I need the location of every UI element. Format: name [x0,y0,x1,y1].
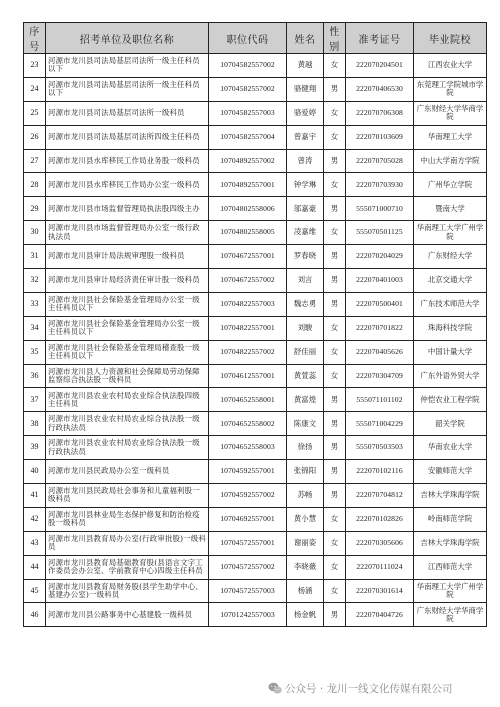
cell-gender: 男 [324,292,346,316]
cell-school: 广州华立学院 [414,173,487,197]
cell-school: 中国计量大学 [414,340,487,364]
cell-seq: 26 [24,125,46,149]
cell-unit: 河源市龙川县审计局经济责任审计股一级科员 [46,269,209,293]
cell-code: 10704612557001 [209,364,287,388]
cell-name: 邬嘉豪 [287,197,324,221]
table-row [24,603,487,627]
cell-school: 北京交通大学 [414,269,487,293]
cell-school: 暨南大学 [414,197,487,221]
table-row [24,54,487,78]
header-name: 姓名 [287,23,324,54]
cell-exam: 222070704812 [346,484,414,508]
cell-exam: 555071101102 [346,388,414,412]
cell-seq: 34 [24,316,46,340]
cell-unit: 河源市龙川县司法局基层司法所一级科员 [46,101,209,125]
cell-name: 曾嘉宇 [287,125,324,149]
cell-seq: 37 [24,388,46,412]
cell-school: 江西师范大学 [414,555,487,579]
cell-name: 杨金帆 [287,603,324,627]
cell-code: 10704582557003 [209,101,287,125]
table-row [24,269,487,293]
cell-seq: 27 [24,149,46,173]
cell-unit: 河源市龙川县农业农村局农业综合执法股一级行政执法员 [46,412,209,436]
header-school: 毕业院校 [414,23,487,54]
table-row [24,388,487,412]
cell-code: 10704822557003 [209,292,287,316]
cell-name: 李晓薇 [287,555,324,579]
cell-school: 中山大学南方学院 [414,149,487,173]
cell-code: 10704672557002 [209,269,287,293]
cell-school: 华南理工大学 [414,125,487,149]
cell-seq: 40 [24,460,46,484]
cell-code: 10704892557001 [209,173,287,197]
cell-exam: 222070701822 [346,316,414,340]
table-row [24,460,487,484]
candidate-table [23,22,487,627]
cell-code: 10701242557003 [209,603,287,627]
cell-name: 凌嘉维 [287,221,324,245]
cell-gender: 女 [324,101,346,125]
cell-seq: 29 [24,197,46,221]
wechat-icon [268,682,282,695]
cell-exam: 222070102116 [346,460,414,484]
watermark-text: 公众号 · 龙川一线文化传媒有限公司 [285,682,453,695]
cell-name: 黄小慧 [287,507,324,531]
cell-code: 10704572557002 [209,555,287,579]
cell-name: 刘言 [287,269,324,293]
cell-name: 黄越 [287,54,324,78]
cell-exam: 222070204501 [346,54,414,78]
table-row [24,364,487,388]
cell-seq: 24 [24,77,46,101]
cell-gender: 男 [324,269,346,293]
cell-seq: 36 [24,364,46,388]
cell-gender: 男 [324,484,346,508]
table-row [24,101,487,125]
cell-school: 广东技术师范大学 [414,292,487,316]
cell-code: 10704592557001 [209,460,287,484]
header-seq: 序号 [24,23,46,54]
table-row [24,292,487,316]
cell-seq: 43 [24,531,46,555]
cell-code: 10704802558006 [209,197,287,221]
cell-seq: 23 [24,54,46,78]
cell-exam: 222070406530 [346,77,414,101]
cell-seq: 42 [24,507,46,531]
cell-school: 广东外语外贸大学 [414,364,487,388]
cell-seq: 28 [24,173,46,197]
table-row [24,579,487,603]
cell-unit: 河源市龙川县教育局基础教育股(县语言文字工作委员会办公室、学前教育中心)四级主任科员 [46,555,209,579]
cell-name: 陈康文 [287,412,324,436]
cell-exam: 222070111024 [346,555,414,579]
cell-unit: 河源市龙川县林业局生态保护修复和防治检疫股一级科员 [46,507,209,531]
cell-gender: 男 [324,77,346,101]
table-row [24,340,487,364]
cell-exam: 222070404726 [346,603,414,627]
cell-unit: 河源市龙川县教育局财务股(县学生助学中心、基建办公室)一级科员 [46,579,209,603]
cell-code: 10704892557002 [209,149,287,173]
header-code: 职位代码 [209,23,287,54]
table-row [24,316,487,340]
cell-code: 10704652558001 [209,388,287,412]
cell-gender: 女 [324,316,346,340]
cell-seq: 41 [24,484,46,508]
cell-seq: 44 [24,555,46,579]
cell-unit: 河源市龙川县社会保险基金管理局办公室一级主任科员以下 [46,316,209,340]
cell-gender: 男 [324,197,346,221]
cell-school: 安徽师范大学 [414,460,487,484]
cell-exam: 222070500401 [346,292,414,316]
cell-code: 10704822557001 [209,316,287,340]
cell-exam: 222070703930 [346,173,414,197]
watermark [268,680,453,696]
cell-unit: 河源市龙川县教育局办公室(行政审批股)一级科员 [46,531,209,555]
cell-gender: 男 [324,149,346,173]
cell-exam: 555071004229 [346,412,414,436]
cell-seq: 35 [24,340,46,364]
cell-gender: 男 [324,245,346,269]
cell-gender: 女 [324,507,346,531]
cell-gender: 男 [324,388,346,412]
cell-name: 钟学琳 [287,173,324,197]
cell-gender: 男 [324,603,346,627]
table-row [24,531,487,555]
cell-seq: 39 [24,436,46,460]
cell-unit: 河源市龙川县民政局社会事务和儿童福利股一级科员 [46,484,209,508]
cell-gender: 男 [324,436,346,460]
cell-code: 10704692557001 [209,507,287,531]
cell-unit: 河源市龙川县市场监督管理局执法股四级主办 [46,197,209,221]
cell-unit: 河源市龙川县审计局法规审理股一级科员 [46,245,209,269]
cell-code: 10704582557002 [209,54,287,78]
table-row [24,507,487,531]
cell-name: 谢丽姿 [287,531,324,555]
cell-name: 舒佳丽 [287,340,324,364]
cell-school: 东莞理工学院城市学院 [414,77,487,101]
table-body [24,54,487,627]
cell-gender: 女 [324,54,346,78]
results-sheet [23,22,486,627]
cell-unit: 河源市龙川县水库移民工作局业务股一级科员 [46,149,209,173]
cell-exam: 555070503503 [346,436,414,460]
table-row [24,125,487,149]
cell-school: 吉林大学珠海学院 [414,531,487,555]
cell-code: 10704652558003 [209,436,287,460]
table-row [24,412,487,436]
table-row [24,436,487,460]
table-row [24,197,487,221]
cell-exam: 222070401003 [346,269,414,293]
cell-school: 韶关学院 [414,412,487,436]
cell-exam: 222070706308 [346,101,414,125]
cell-exam: 222070301614 [346,579,414,603]
cell-gender: 女 [324,340,346,364]
cell-exam: 222070204029 [346,245,414,269]
cell-unit: 河源市龙川县社会保险基金管理局办公室一级主任科员以下 [46,292,209,316]
cell-school: 华南农业大学 [414,436,487,460]
cell-exam: 222070103609 [346,125,414,149]
cell-name: 骆爱婷 [287,101,324,125]
cell-name: 苏畅 [287,484,324,508]
cell-gender: 女 [324,555,346,579]
cell-gender: 女 [324,364,346,388]
cell-exam: 222070102826 [346,507,414,531]
cell-name: 魏志勇 [287,292,324,316]
cell-unit: 河源市龙川县人力资源和社会保障局劳动保障监察综合执法股一级科员 [46,364,209,388]
cell-seq: 30 [24,221,46,245]
cell-gender: 女 [324,579,346,603]
cell-code: 10704592557002 [209,484,287,508]
table-row [24,173,487,197]
table-row [24,555,487,579]
cell-code: 10704572557001 [209,531,287,555]
cell-exam: 222070305606 [346,531,414,555]
cell-school: 吉林大学珠海学院 [414,484,487,508]
cell-gender: 女 [324,125,346,149]
cell-unit: 河源市龙川县农业农村局农业综合执法股四级主任科员 [46,388,209,412]
cell-gender: 女 [324,221,346,245]
cell-name: 黄富煌 [287,388,324,412]
header-gender: 性别 [324,23,346,54]
header-exam: 准考证号 [346,23,414,54]
cell-school: 广东财经大学华商学院 [414,101,487,125]
cell-unit: 河源市龙川县公路事务中心基建股一级科员 [46,603,209,627]
cell-code: 10704572557003 [209,579,287,603]
cell-unit: 河源市龙川县社会保险基金管理局稽查股一级主任科员以下 [46,340,209,364]
cell-unit: 河源市龙川县民政局办公室一级科员 [46,460,209,484]
cell-gender: 女 [324,173,346,197]
cell-code: 10704582557004 [209,125,287,149]
cell-code: 10704802558005 [209,221,287,245]
cell-unit: 河源市龙川县司法局基层司法所一级主任科员以下 [46,54,209,78]
cell-code: 10704652558002 [209,412,287,436]
cell-unit: 河源市龙川县市场监督管理局办公室一级行政执法员 [46,221,209,245]
cell-code: 10704582557002 [209,77,287,101]
cell-exam: 555071000710 [346,197,414,221]
cell-name: 罗春晓 [287,245,324,269]
cell-code: 10704672557001 [209,245,287,269]
table-row [24,221,487,245]
cell-seq: 25 [24,101,46,125]
table-header [24,23,487,54]
cell-school: 广东财经大学 [414,245,487,269]
cell-seq: 46 [24,603,46,627]
cell-name: 徐扬 [287,436,324,460]
cell-school: 广东财经大学华商学院 [414,603,487,627]
cell-school: 仲恺农业工程学院 [414,388,487,412]
cell-seq: 32 [24,269,46,293]
cell-exam: 222070304709 [346,364,414,388]
cell-seq: 45 [24,579,46,603]
header-unit: 招考单位及职位名称 [46,23,209,54]
cell-seq: 38 [24,412,46,436]
cell-school: 珠海科技学院 [414,316,487,340]
table-row [24,484,487,508]
cell-name: 杨涵 [287,579,324,603]
cell-unit: 河源市龙川县司法局基层司法所一级主任科员以下 [46,77,209,101]
cell-exam: 222070405626 [346,340,414,364]
cell-exam: 555070501125 [346,221,414,245]
cell-name: 刘駿 [287,316,324,340]
cell-school: 江西农业大学 [414,54,487,78]
cell-gender: 女 [324,531,346,555]
cell-name: 曾涛 [287,149,324,173]
cell-school: 华南理工大学广州学院 [414,221,487,245]
cell-unit: 河源市龙川县司法局基层司法所四级主任科员 [46,125,209,149]
cell-unit: 河源市龙川县水库移民工作局办公室一级科员 [46,173,209,197]
cell-seq: 33 [24,292,46,316]
header-row [24,23,487,54]
cell-name: 张锦阳 [287,460,324,484]
cell-unit: 河源市龙川县农业农村局农业综合执法股一级行政执法员 [46,436,209,460]
cell-name: 骆健翔 [287,77,324,101]
cell-school: 华南理工大学广州学院 [414,579,487,603]
cell-name: 黄萱蕊 [287,364,324,388]
cell-gender: 男 [324,460,346,484]
table-row [24,149,487,173]
cell-exam: 222070705028 [346,149,414,173]
cell-code: 10704822557002 [209,340,287,364]
cell-seq: 31 [24,245,46,269]
table-row [24,245,487,269]
table-row [24,77,487,101]
cell-school: 岭南师范学院 [414,507,487,531]
cell-gender: 男 [324,412,346,436]
